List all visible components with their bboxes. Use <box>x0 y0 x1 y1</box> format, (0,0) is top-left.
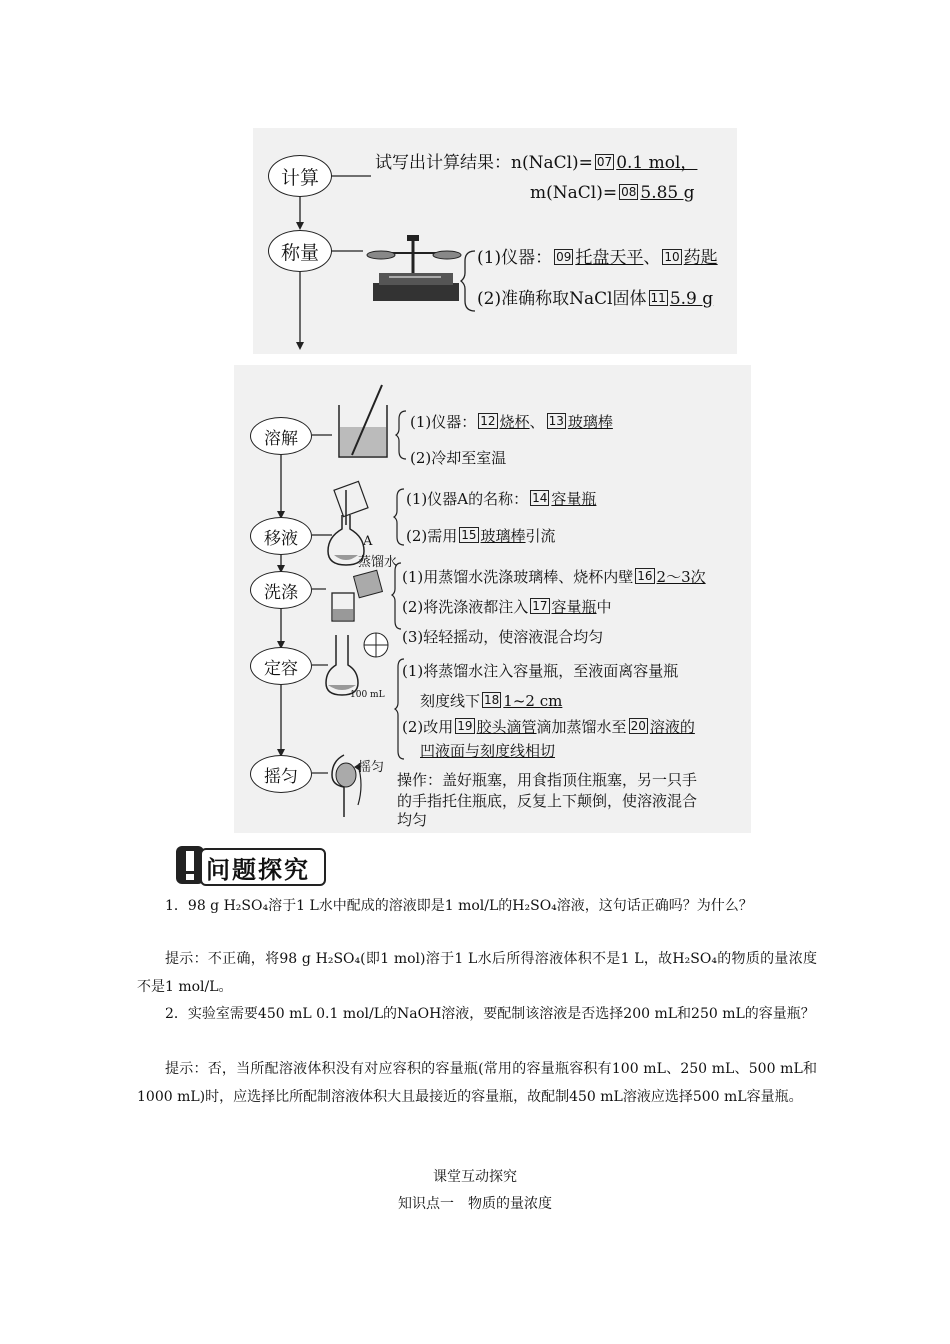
wash-line2: (2)将洗涤液都注入 17 容量瓶中 <box>402 598 612 616</box>
shake-line3: 均匀 <box>397 811 428 829</box>
answer-1: 提示：不正确，将98 g H₂SO₄(即1 mol)溶于1 L水后所得溶液体积不是1 L，故H₂SO₄的物质的量浓度不是1 mol/L。 <box>137 951 817 995</box>
wash-line3: (3)轻轻摇动，使溶液混合均匀 <box>402 628 604 646</box>
transfer-line2: (2)需用 15 玻璃棒引流 <box>406 527 556 545</box>
question-2: 2．实验室需要450 mL 0.1 mol/L的NaOH溶液，要配制该溶液是否选择200 mL和250 mL的容量瓶？ <box>165 1006 815 1022</box>
dissolve-line2: (2)冷却至室温 <box>410 449 507 467</box>
fix-line3: (2)改用 19 胶头滴管滴加蒸馏水至 20 溶液的 <box>402 718 695 736</box>
answer-2: 提示：否，当所配溶液体积没有对应容积的容量瓶(常用的容量瓶容积有100 mL、250 mL、500 mL和1000 mL)时，应选择比所配制溶液体积大且最接近的容量瓶，故配制450 mL溶液应选择500 mL容量瓶。 <box>137 1061 817 1105</box>
label-distilled-water: 蒸馏水 <box>358 555 398 570</box>
weigh-line2: (2)准确称取NaCl固体 11 5.9 g <box>477 289 714 309</box>
knowledge-point-title: 知识点一 物质的量浓度 <box>398 1196 552 1212</box>
step-fix-volume: 定容 <box>250 647 312 685</box>
section-banner <box>172 842 324 888</box>
step-dissolve: 溶解 <box>250 417 312 455</box>
step-transfer: 移液 <box>250 517 312 555</box>
calc-result-line2: m(NaCl)= 08 5.85 g <box>530 183 695 203</box>
label-flask-A: A <box>363 534 373 549</box>
transfer-line1: (1)仪器A的名称： 14 容量瓶 <box>406 490 597 508</box>
step-calc: 计算 <box>268 155 332 197</box>
step-weigh: 称量 <box>268 230 332 272</box>
weigh-line1: (1)仪器： 09 托盘天平、 10 药匙 <box>477 248 718 268</box>
fix-line1: (1)将蒸馏水注入容量瓶，至液面离容量瓶 <box>402 662 679 680</box>
balance-scale-icon <box>365 233 465 305</box>
section-title: 课堂互动探究 <box>433 1169 517 1185</box>
shake-line2: 的手指托住瓶底，反复上下颠倒，使溶液混合 <box>397 792 698 810</box>
step-wash: 洗涤 <box>250 571 312 609</box>
label-100ml: 100 mL <box>350 690 385 700</box>
fix-line4: 凹液面与刻度线相切 <box>420 742 556 760</box>
wash-line1: (1)用蒸馏水洗涤玻璃棒、烧杯内壁 16 2～3次 <box>402 568 706 586</box>
banner-title: 问题探究 <box>206 856 310 884</box>
shake-line1: 操作：盖好瓶塞，用食指顶住瓶塞，另一只手 <box>397 771 698 789</box>
label-shake: 摇匀 <box>358 760 385 775</box>
step-shake: 摇匀 <box>250 755 312 793</box>
fix-line2: 刻度线下 18 1~2 cm <box>420 692 563 710</box>
calc-result-line1: 试写出计算结果：n(NaCl)= 07 0.1 mol， <box>375 153 698 173</box>
dissolve-line1: (1)仪器： 12 烧杯、 13 玻璃棒 <box>410 413 613 431</box>
question-1: 1．98 g H₂SO₄溶于1 L水中配成的溶液即是1 mol/L的H₂SO₄溶液，这句话正确吗？为什么？ <box>165 898 753 914</box>
